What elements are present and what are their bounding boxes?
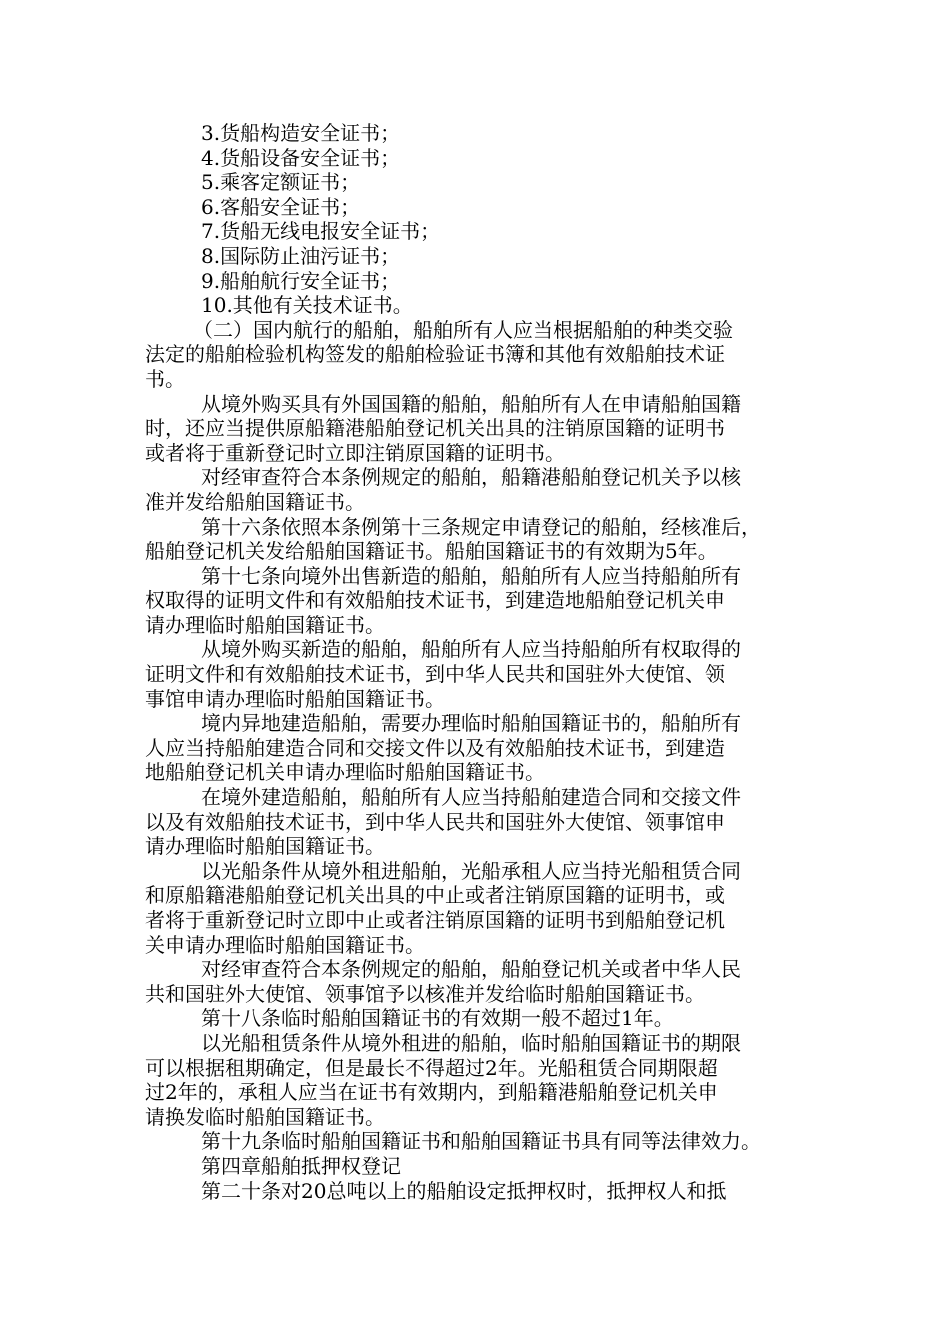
paragraph-line: 第十七条向境外出售新造的船舶，船舶所有人应当持船舶所有 — [201, 563, 741, 588]
paragraph-line: 以光船租赁条件从境外租进的船舶，临时船舶国籍证书的期限 — [201, 1030, 741, 1055]
paragraph-line: 第十六条依照本条例第十三条规定申请登记的船舶，经核准后， — [201, 514, 761, 539]
paragraph-line: 或者将于重新登记时立即注销原国籍的证明书。 — [145, 440, 565, 465]
document-body — [145, 121, 815, 1203]
paragraph-line: 以及有效船舶技术证书，到中华人民共和国驻外大使馆、领事馆申 — [145, 809, 725, 834]
paragraph-line: 过2年的，承租人应当在证书有效期内，到船籍港船舶登记机关申 — [145, 1080, 718, 1105]
paragraph-line: 从境外购买具有外国国籍的船舶，船舶所有人在申请船舶国籍 — [201, 391, 741, 416]
list-item: 6.客船安全证书； — [201, 194, 361, 219]
list-item: 9.船舶航行安全证书； — [201, 268, 401, 293]
list-item: 10.其他有关技术证书。 — [201, 293, 413, 318]
list-item: 5.乘客定额证书； — [201, 170, 361, 195]
paragraph-line: 准并发给船舶国籍证书。 — [145, 489, 365, 514]
paragraph-line: 证明文件和有效船舶技术证书，到中华人民共和国驻外大使馆、领 — [145, 662, 725, 687]
paragraph-line: （二）国内航行的船舶，船舶所有人应当根据船舶的种类交验 — [193, 317, 733, 342]
paragraph-line: 在境外建造船舶，船舶所有人应当持船舶建造合同和交接文件 — [201, 785, 741, 810]
list-item: 4.货船设备安全证书； — [201, 145, 401, 170]
paragraph-line: 可以根据租期确定，但是最长不得超过2年。光船租赁合同期限超 — [145, 1055, 718, 1080]
paragraph-line: 境内异地建造船舶，需要办理临时船舶国籍证书的，船舶所有 — [201, 711, 741, 736]
paragraph-line: 书。 — [145, 366, 185, 391]
list-item: 8.国际防止油污证书； — [201, 243, 401, 268]
paragraph-line: 人应当持船舶建造合同和交接文件以及有效船舶技术证书，到建造 — [145, 735, 725, 760]
paragraph-line: 关申请办理临时船舶国籍证书。 — [145, 932, 425, 957]
paragraph-line: 船舶登记机关发给船舶国籍证书。船舶国籍证书的有效期为5年。 — [145, 539, 718, 564]
paragraph-line: 者将于重新登记时立即中止或者注销原国籍的证明书到船舶登记机 — [145, 908, 725, 932]
paragraph-line: 对经审查符合本条例规定的船舶，船籍港船舶登记机关予以核 — [201, 465, 741, 490]
paragraph-line: 地船舶登记机关申请办理临时船舶国籍证书。 — [145, 760, 545, 785]
paragraph-line: 时，还应当提供原船籍港船舶登记机关出具的注销原国籍的证明书 — [145, 416, 725, 441]
paragraph-line: 第二十条对20总吨以上的船舶设定抵押权时，抵押权人和抵 — [201, 1178, 727, 1203]
paragraph-line: 请换发临时船舶国籍证书。 — [145, 1104, 385, 1129]
paragraph-line: 请办理临时船舶国籍证书。 — [145, 834, 385, 859]
paragraph-line: 权取得的证明文件和有效船舶技术证书，到建造地船舶登记机关申 — [145, 588, 725, 613]
paragraph-line: 第十八条临时船舶国籍证书的有效期一般不超过1年。 — [201, 1006, 674, 1031]
list-item: 7.货船无线电报安全证书； — [201, 219, 441, 244]
paragraph-line: 请办理临时船舶国籍证书。 — [145, 612, 385, 637]
paragraph-line: 从境外购买新造的船舶，船舶所有人应当持船舶所有权取得的 — [201, 637, 741, 662]
chapter-heading: 第四章船舶抵押权登记 — [201, 1153, 401, 1178]
paragraph-line: 对经审查符合本条例规定的船舶，船舶登记机关或者中华人民 — [201, 957, 741, 982]
paragraph-line: 事馆申请办理临时船舶国籍证书。 — [145, 686, 445, 711]
paragraph-line: 法定的船舶检验机构签发的船舶检验证书簿和其他有效船舶技术证 — [145, 342, 725, 367]
paragraph-line: 第十九条临时船舶国籍证书和船舶国籍证书具有同等法律效力。 — [201, 1129, 761, 1154]
list-item: 3.货船构造安全证书； — [201, 121, 401, 145]
paragraph-line: 和原船籍港船舶登记机关出具的中止或者注销原国籍的证明书，或 — [145, 883, 725, 908]
paragraph-line: 共和国驻外大使馆、领事馆予以核准并发给临时船舶国籍证书。 — [145, 981, 705, 1006]
paragraph-line: 以光船条件从境外租进船舶，光船承租人应当持光船租赁合同 — [201, 858, 741, 883]
